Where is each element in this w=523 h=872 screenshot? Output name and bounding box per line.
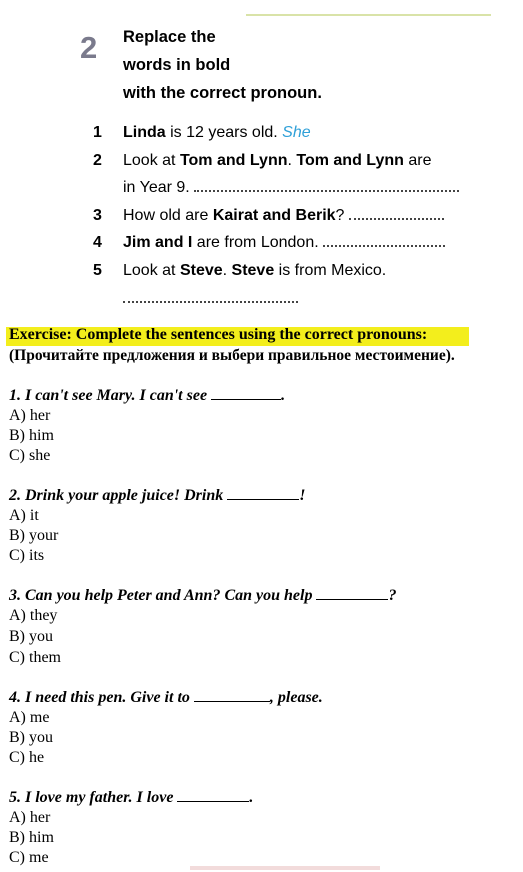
answer-line[interactable] xyxy=(349,208,444,220)
answer-blank[interactable] xyxy=(194,689,270,702)
item-2-text: Look at Tom and Lynn. Tom and Lynn are xyxy=(123,152,432,169)
answer-line[interactable] xyxy=(123,291,298,303)
exercise-subheading: (Прочитайте предложения и выбери правильное местоимение). xyxy=(9,347,455,364)
answer-blank[interactable] xyxy=(211,387,281,400)
question-3: 3. Can you help Peter and Ann? Can you help ? xyxy=(9,587,397,604)
option[interactable]: B) your xyxy=(9,527,59,544)
option[interactable]: A) me xyxy=(9,709,50,726)
option[interactable]: C) its xyxy=(9,547,45,564)
option[interactable]: C) me xyxy=(9,849,49,866)
answer-blank[interactable] xyxy=(177,789,249,802)
option[interactable]: C) them xyxy=(9,649,61,666)
option[interactable]: A) they xyxy=(9,607,58,624)
answer-blank[interactable] xyxy=(316,587,388,600)
option[interactable]: B) you xyxy=(9,628,53,645)
question-1: 1. I can't see Mary. I can't see . xyxy=(9,387,286,404)
question-4: 4. I need this pen. Give it to , please. xyxy=(9,689,323,706)
item-number: 4 xyxy=(93,234,102,251)
question-5: 5. I love my father. I love . xyxy=(9,789,254,806)
item-3-text: How old are Kairat and Berik? xyxy=(123,207,444,225)
item-2-line-2: in Year 9. xyxy=(123,179,459,197)
option[interactable]: B) him xyxy=(9,427,54,444)
item-number: 2 xyxy=(93,152,102,169)
answer-line[interactable] xyxy=(323,235,445,247)
instruction-line-1: Replace the xyxy=(123,28,216,46)
option[interactable]: B) him xyxy=(9,829,54,846)
option[interactable]: C) she xyxy=(9,447,51,464)
option[interactable]: A) it xyxy=(9,507,39,524)
item-1-text: Linda is 12 years old. She xyxy=(123,124,311,141)
item-4-text: Jim and I are from London. xyxy=(123,234,445,252)
exercise-number: 2 xyxy=(80,30,98,65)
option[interactable]: C) he xyxy=(9,749,45,766)
answer-blank[interactable] xyxy=(227,487,299,500)
question-2: 2. Drink your apple juice! Drink ! xyxy=(9,487,306,504)
bottom-decorative-mark xyxy=(190,866,380,870)
item-number: 3 xyxy=(93,207,102,224)
option[interactable]: A) her xyxy=(9,407,51,424)
exercise-heading: Exercise: Complete the sentences using the correct pronouns: xyxy=(9,326,428,343)
option[interactable]: B) you xyxy=(9,729,53,746)
item-number: 5 xyxy=(93,262,102,279)
item-5-text: Look at Steve. Steve is from Mexico. xyxy=(123,262,387,279)
top-decorative-line xyxy=(246,14,491,16)
item-5-answer-line xyxy=(123,290,298,308)
item-number: 1 xyxy=(93,124,102,141)
instruction-line-2: words in bold xyxy=(123,56,231,74)
answer-line[interactable] xyxy=(194,180,459,192)
option[interactable]: A) her xyxy=(9,809,51,826)
instruction-line-3: with the correct pronoun. xyxy=(123,84,322,102)
sample-answer: She xyxy=(282,124,311,141)
